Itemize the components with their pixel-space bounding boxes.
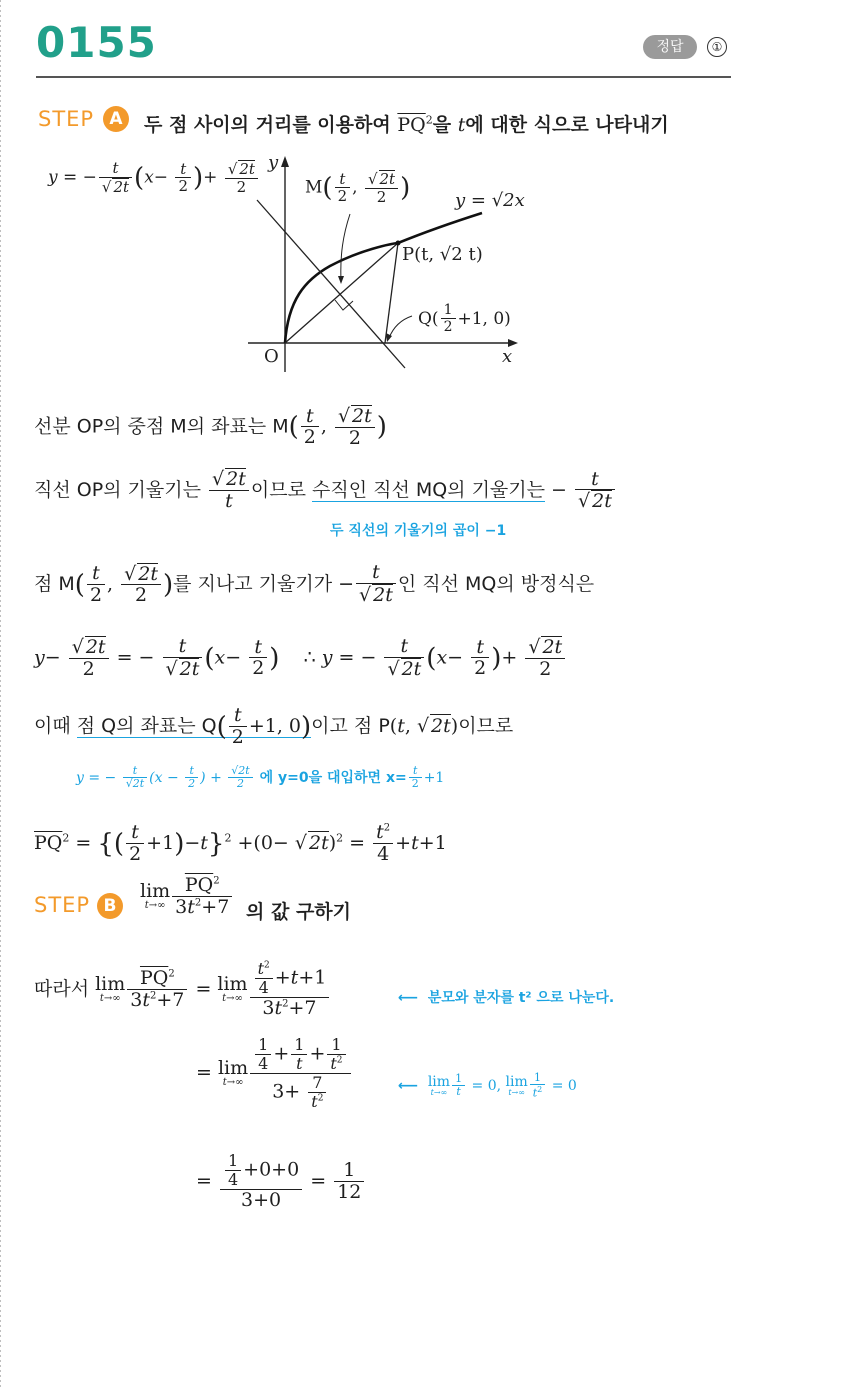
pq-squared-line: $\overline{PQ}^2$ = {( $\frac{t}{2}$ +1)−t}$^2$ +(0− √ 2t)$^2$ = $\frac{t^2}{4}$ +t+1 (34, 821, 447, 865)
segment-pq (385, 243, 398, 343)
answer-badge: 정답 (643, 35, 697, 59)
limit-line-3: = $\frac{1}{4}$ +0+0 3+0 = $\frac{1}{12}$ (196, 1152, 366, 1212)
step-a-badge: A (103, 106, 129, 132)
step-b-title: 의 값 구하기 (246, 901, 351, 923)
graph-q-label: Q( $\frac{1}{2}$ +1, 0) (418, 302, 511, 336)
slope-line: 직선 OP의 기울기는 $\frac{√ 2t}{t}$ 이므로 수직인 직선 MQ의 기울기는 − $\frac{t}{√ 2t}$ (34, 468, 617, 513)
midpoint-line: 선분 OP의 중점 M의 좌표는 M( $\frac{t}{2}$ , $\frac{√ 2t}{2}$ ) (34, 404, 387, 449)
graph-line-equation: y = − $\frac{t}{√ 2t}$ (x− $\frac{t}{2}$ )+ $\frac{√ 2t}{2}$ (48, 160, 260, 196)
q-pointer (389, 316, 412, 338)
graph-figure (0, 0, 842, 400)
step-b-expression: lim t→∞ $\frac{\overline{PQ}^2}{3t^2+7}$ (140, 875, 234, 919)
graph-origin-label: O (264, 346, 279, 367)
graph-y-label: y (268, 152, 279, 173)
problem-number: 0155 (36, 18, 157, 67)
slope-note: 두 직선의 기울기의 곱이 −1 (330, 523, 507, 539)
perpendicular-slope-underline: 수직인 직선 MQ의 기울기는 (311, 478, 545, 501)
limit-zero-note: ⟵ lim t→∞ $\frac{1}{t}$ = 0, lim t→∞ $\frac{1}{t^2}$ = 0 (398, 1071, 577, 1100)
divide-note: ⟵ 분모와 분자를 t² 으로 나눈다. (398, 990, 615, 1006)
step-b-badge: B (97, 893, 123, 919)
line-mq-equation: y− $\frac{√ 2t}{2}$ = − $\frac{t}{√ 2t}$ (x− $\frac{t}{2}$ ) ∴ y = − $\frac{t}{√ 2t}$ (x− $\frac{t}{2}$ )+ $\frac{√ 2t}{2}$ (34, 636, 567, 681)
step-b-label: STEP (34, 893, 91, 917)
graph-curve-label: y = √2x (455, 190, 525, 211)
q-coordinate-line: 이때 점 Q의 좌표는 Q( $\frac{t}{2}$ +1, 0)이고 점 P(t, √ 2t)이므로 (34, 704, 514, 748)
q-coordinate-underline: 점 Q의 좌표는 Q( $\frac{t}{2}$ +1, 0) (76, 704, 312, 748)
graph-p-label: P(t, √2 t) (402, 244, 483, 265)
step-a-label: STEP (38, 107, 95, 131)
substitution-note: y = − $\frac{t}{√2t}$ (x − $\frac{t}{2}$ ) + $\frac{√2t}{2}$ 에 y=0을 대입하면 x= $\frac{t}{2}$ +1 (76, 764, 445, 791)
graph-x-label: x (502, 346, 513, 367)
m-pointer (341, 214, 350, 280)
step-a-title: 두 점 사이의 거리를 이용하여 $\overline{PQ}^2$을 t에 대한 식으로 나타내기 (144, 113, 669, 136)
limit-line-2: = lim t→∞ $\frac{1}{4}$ + $\frac{1}{t}$ + $\frac{1}{t^2}$ 3+ $\frac{7}{t^2}$ (196, 1036, 353, 1111)
line-mq-intro: 점 M( $\frac{t}{2}$ , $\frac{√ 2t}{2}$ )를 지나고 기울기가 − $\frac{t}{√ 2t}$ 인 직선 MQ의 방정식은 (34, 561, 595, 607)
graph-m-label: M( $\frac{t}{2}$ , $\frac{√ 2t}{2}$ ) (305, 169, 411, 206)
y-axis-arrow (281, 156, 289, 167)
limit-line-1: 따라서 lim t→∞ $\frac{\overline{PQ}^2}{3t^2+7}$ = lim t→∞ $\frac{t^2}{4}$ +t+1 $3t^2+7$ (34, 960, 331, 1020)
answer-value: ① (707, 37, 727, 57)
